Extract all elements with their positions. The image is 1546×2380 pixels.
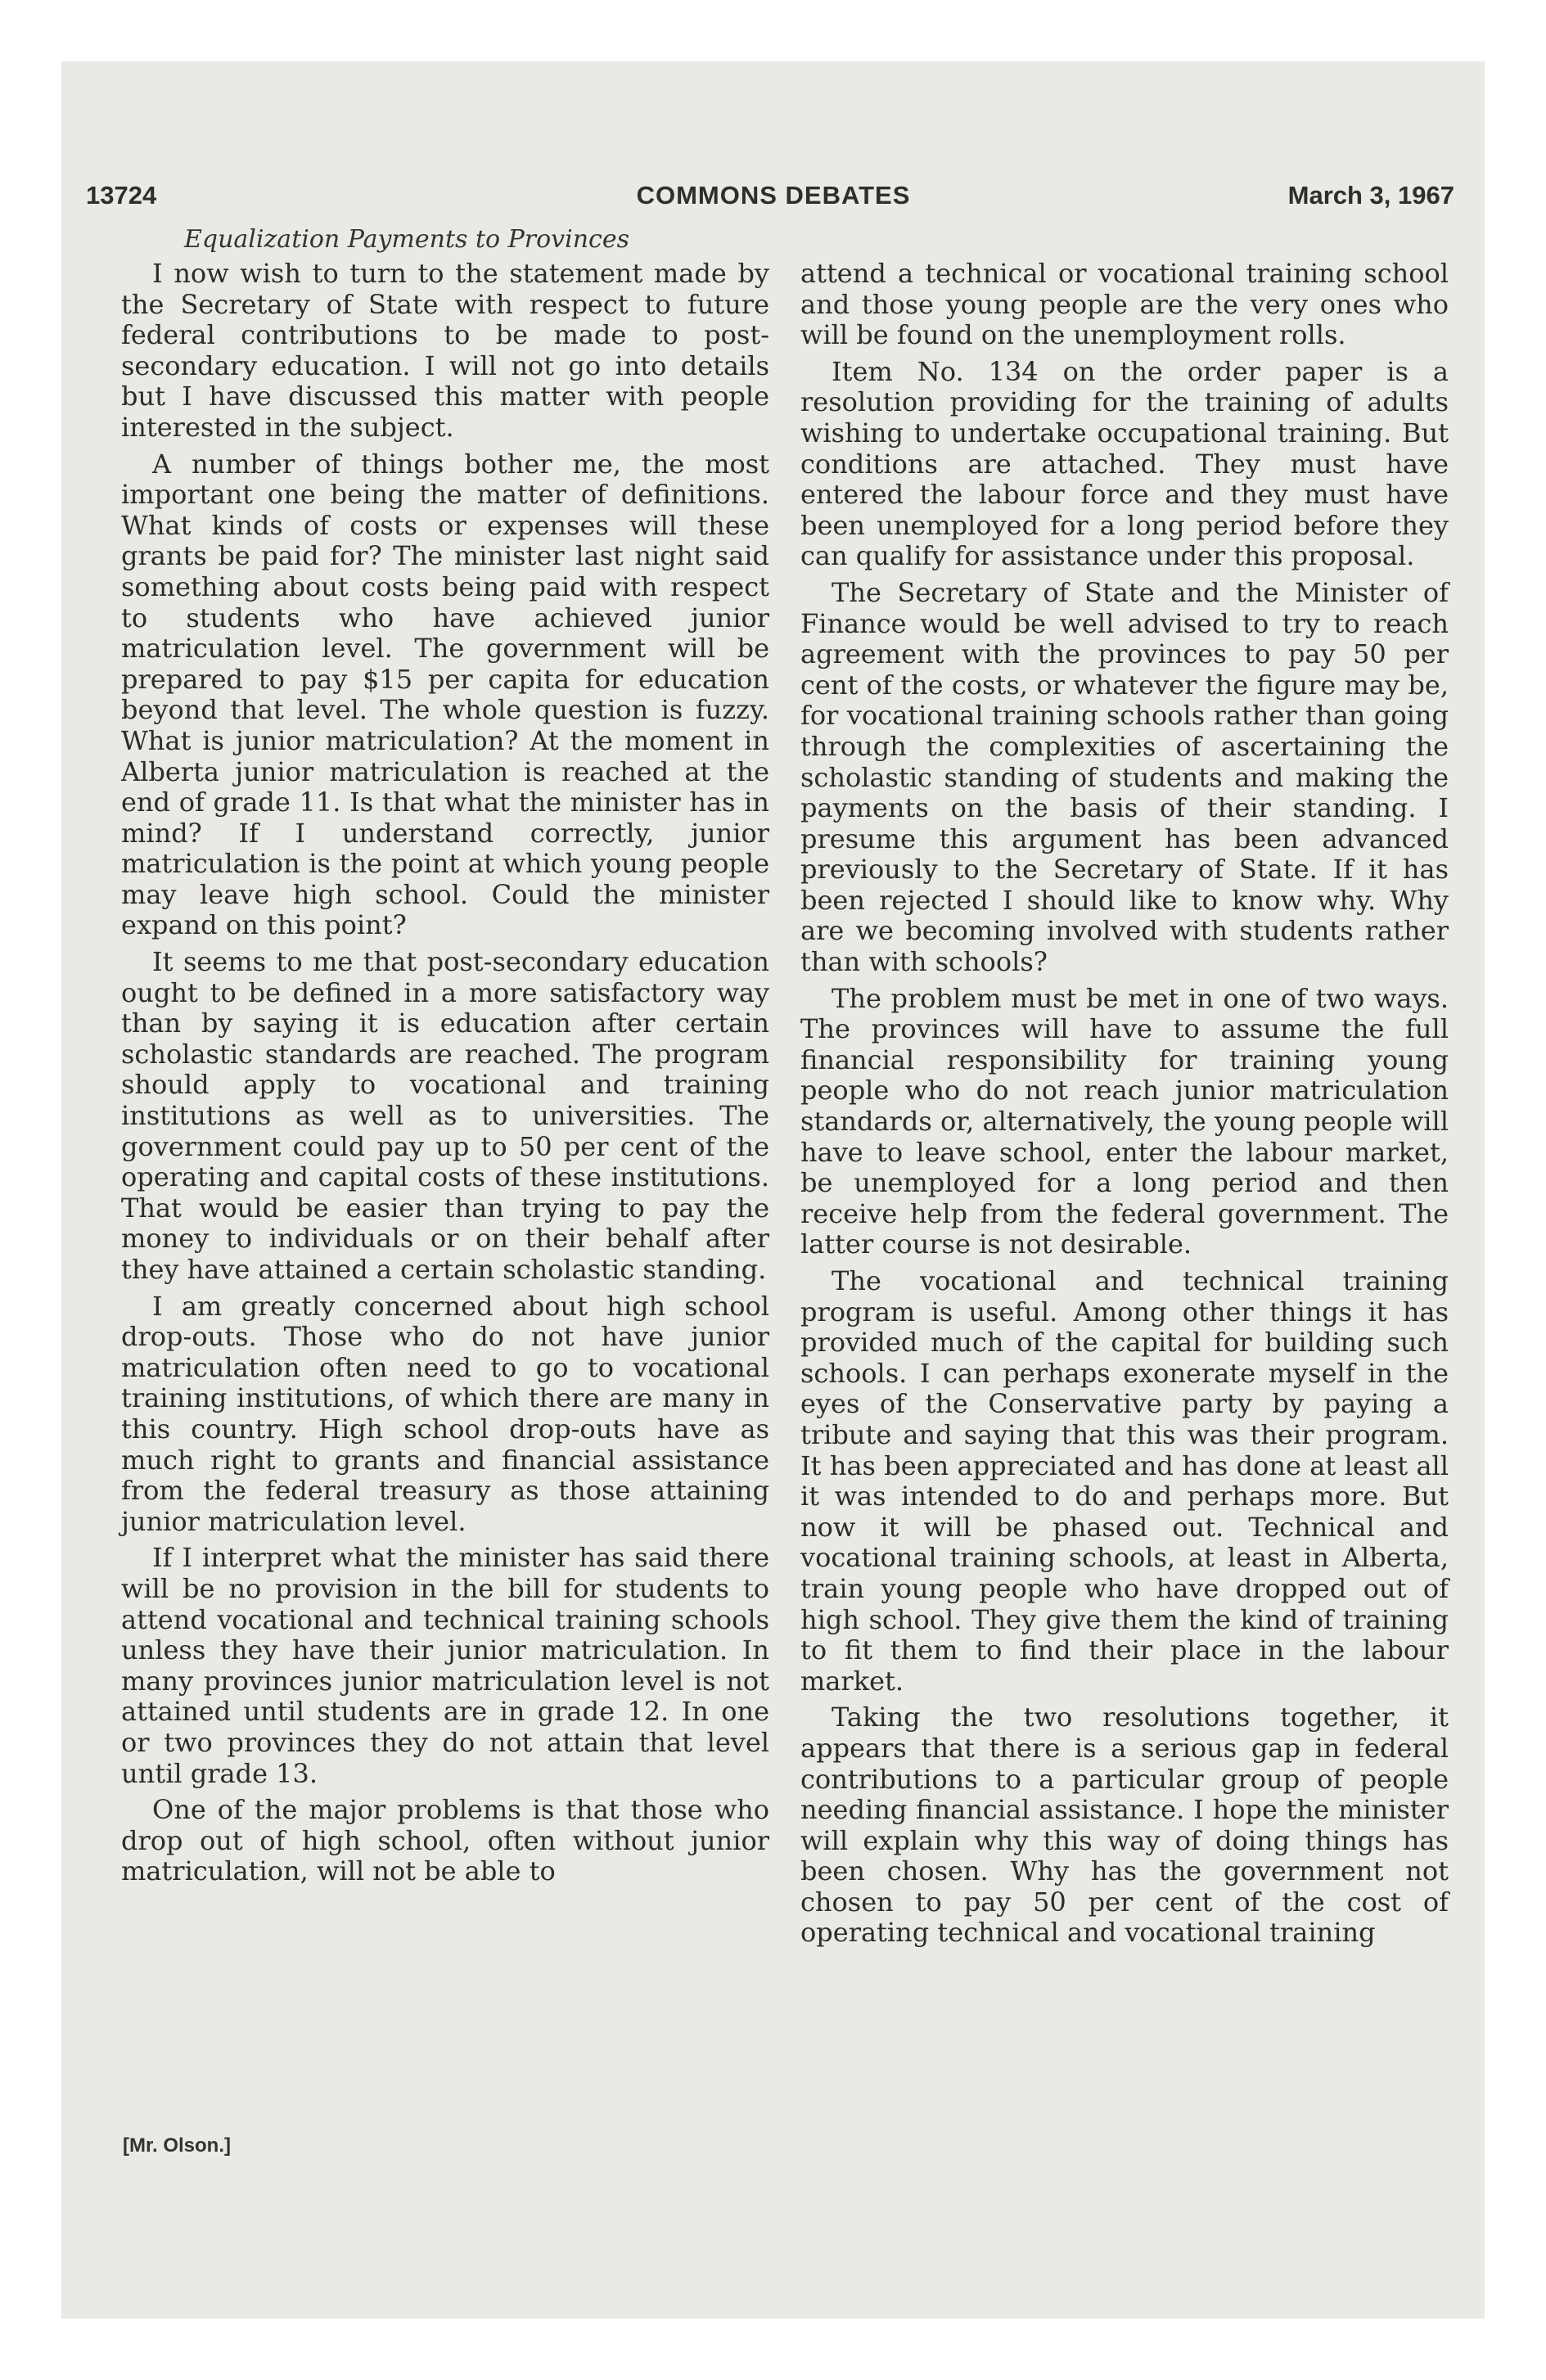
- speaker-attribution: [Mr. Olson.]: [123, 2134, 231, 2157]
- publication-title: COMMONS DEBATES: [636, 181, 911, 210]
- left-column: [121, 259, 769, 1893]
- paragraph: The problem must be met in one of two ways. The provinces will have to assume the full financial responsibility for training young people who do not reach junior matriculation standards or, alternatively, the young people will have to leave school, enter the labour market, be unemployed for a long period and then receive help from the federal government. The latter course is not desirable.: [800, 982, 1449, 1260]
- page-date: March 3, 1967: [1287, 181, 1454, 210]
- paragraph: I now wish to turn to the statement made by the Secretary of State with respect to future federal contributions to be made to post-secondary education. I will not go into details but I have discussed this matter with people interested in the subject.: [121, 258, 769, 443]
- page-header: [86, 181, 1461, 219]
- paragraph: Item No. 134 on the order paper is a resolution providing for the training of adults wishing to undertake occupational training. But conditions are attached. They must have entered the labour force and they must have been unemployed for a long period before they can qualify for assistance under this proposal.: [800, 355, 1449, 572]
- paragraph: It seems to me that post-secondary education ought to be defined in a more satisfactory way than by saying it is education after certain scholastic standards are reached. The program should apply to vocational and training institutions as well as to universities. The government could pay up to 50 per cent of the operating and capital costs of these institutions. That would be easier than trying to pay the money to individuals or on their behalf after they have attained a certain scholastic standing.: [121, 946, 769, 1285]
- page-number: 13724: [86, 181, 157, 210]
- right-column: [800, 259, 1449, 1954]
- paragraph: Taking the two resolutions together, it appears that there is a serious gap in federal contributions to a particular group of people needing financial assistance. I hope the minister will explain why this way of doing things has been chosen. Why has the government not chosen to pay 50 per cent of the cost of operating technical and vocational training: [800, 1702, 1449, 1949]
- section-subheading: Equalization Payments to Provinces: [184, 225, 629, 254]
- paragraph: If I interpret what the minister has said there will be no provision in the bill for students to attend vocational and technical training schools unless they have their junior matriculation. In many provinces junior matriculation level is not attained until students are in grade 12. In one or two provinces they do not attain that level until grade 13.: [121, 1542, 769, 1789]
- paragraph: The vocational and technical training program is useful. Among other things it has provided much of the capital for building such schools. I can perhaps exonerate myself in the eyes of the Conservative party by paying a tribute and saying that this was their program. It has been appreciated and has done at least all it was intended to do and perhaps more. But now it will be phased out. Technical and vocational training schools, at least in Alberta, train young people who have dropped out of high school. They give them the kind of training to fit them to find their place in the labour market.: [800, 1265, 1449, 1697]
- paragraph: One of the major problems is that those who drop out of high school, often without junior matriculation, will not be able to: [121, 1794, 769, 1887]
- paragraph: I am greatly concerned about high school drop-outs. Those who do not have junior matriculation often need to go to vocational training institutions, of which there are many in this country. High school drop-outs have as much right to grants and financial assistance from the federal treasury as those attaining junior matriculation level.: [121, 1290, 769, 1537]
- paragraph: A number of things bother me, the most important one being the matter of definitions. What kinds of costs or expenses will these grants be paid for? The minister last night said something about costs being paid with respect to students who have achieved junior matriculation level. The government will be prepared to pay $15 per capita for education beyond that level. The whole question is fuzzy. What is junior matriculation? At the moment in Alberta junior matriculation is reached at the end of grade 11. Is that what the minister has in mind? If I understand correctly, junior matriculation is the point at which young people may leave high school. Could the minister expand on this point?: [121, 448, 769, 941]
- paragraph: The Secretary of State and the Minister of Finance would be well advised to try to reach agreement with the provinces to pay 50 per cent of the costs, or whatever the figure may be, for vocational training schools rather than going through the complexities of ascertaining the scholastic standing of students and making the payments on the basis of their standing. I presume this argument has been advanced previously to the Secretary of State. If it has been rejected I should like to know why. Why are we becoming involved with students rather than with schools?: [800, 576, 1449, 978]
- paragraph: attend a technical or vocational training school and those young people are the very ones who will be found on the unemployment rolls.: [800, 258, 1449, 351]
